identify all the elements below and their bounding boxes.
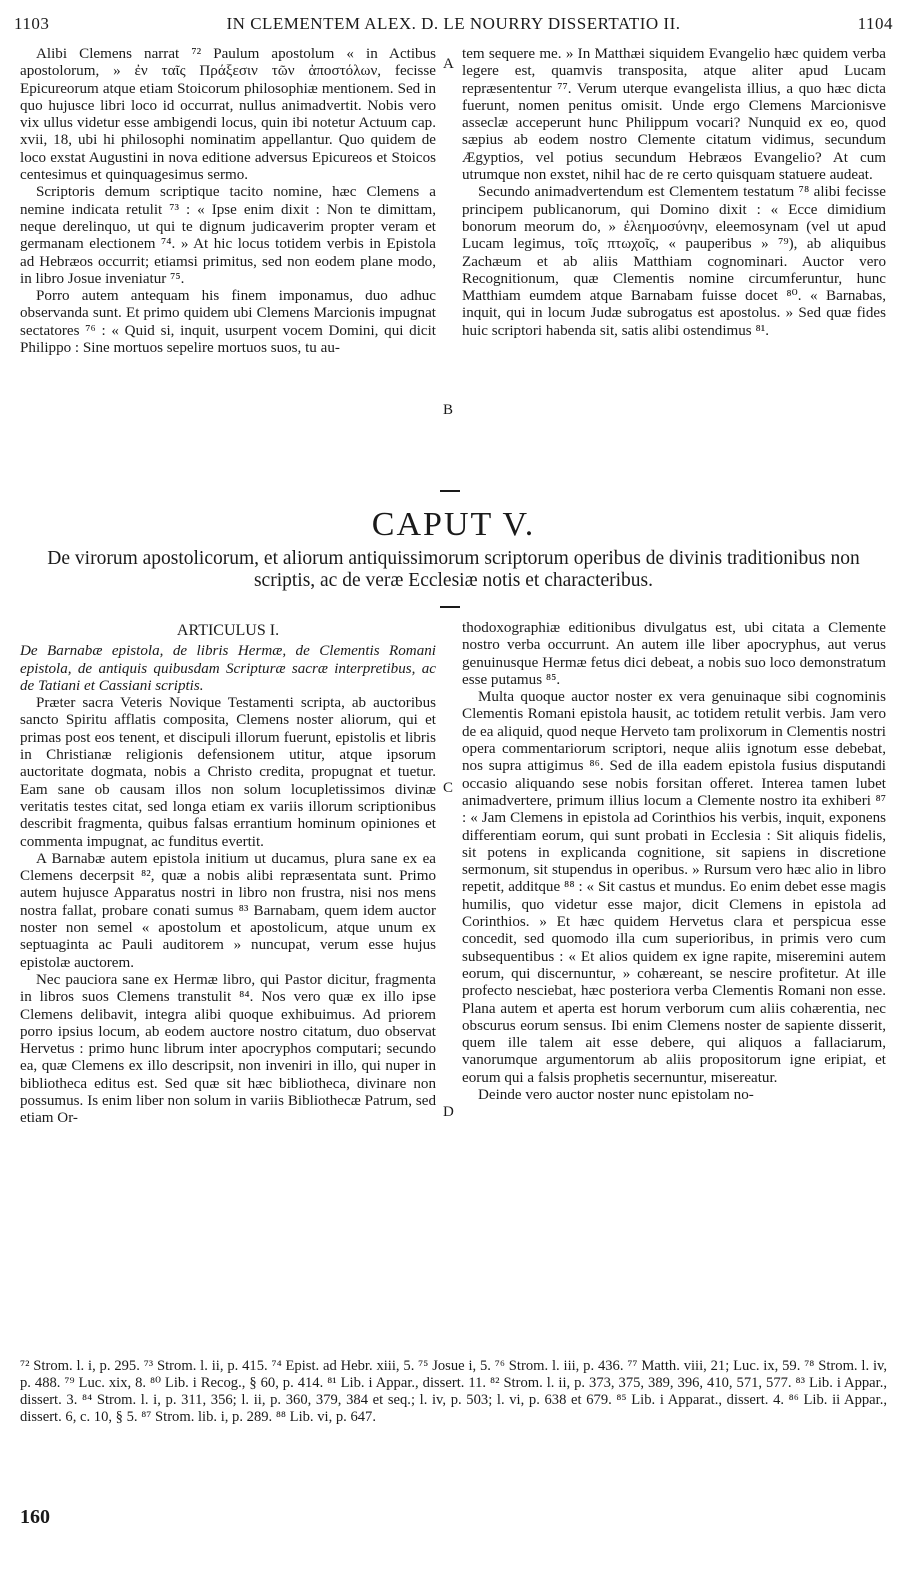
- paragraph: Præter sacra Veteris Novique Testamenti scripta, ab auctoribus sancto Spiritu afflatis composita, Clemens noster aliorum, qui et primas post eos tenent, et discipuli illorum fuerunt, epistolis et libris in Christianæ religionis defensionem utitur, atque ipsorum auctoritate dogmata, nobis a Christo credita, propugnat et tuetur. Eam sane ob causam illos non solum locupletissimos divinæ veritatis testes citat, sed longa etiam ex variis illorum scriptionibus describit fragmenta, quibus falsas errantium hominum opiniones et commenta impugnat, ac funditus evertit.: [20, 695, 436, 850]
- chapter-subtitle: De virorum apostolicorum, et aliorum antiquissimorum scriptorum operibus de divinis traditionibus non scriptis, ac de veræ Ecclesiæ notis et characteribus.: [47, 548, 860, 591]
- running-title: IN CLEMENTEM ALEX. D. LE NOURRY DISSERTATIO II.: [226, 14, 681, 33]
- paragraph: Porro autem antequam his finem imponamus, duo adhuc observanda sunt. Et primo quidem ubi Clemens Marcionis impugnat sectatores ⁷⁶ : « Quid si, inquit, usurpent vocem Domini, qui dicit Philippo : Sine mortuos sepelire mortuos suos, tu au-: [20, 288, 436, 357]
- margin-letter-c: C: [443, 780, 454, 796]
- top-right-column: [462, 46, 886, 340]
- paragraph: Deinde vero auctor noster nunc epistolam no-: [478, 1087, 754, 1104]
- page-number-left: 1103: [14, 14, 50, 33]
- footnotes: ⁷² Strom. l. i, p. 295. ⁷³ Strom. l. ii, p. 415. ⁷⁴ Epist. ad Hebr. xiii, 5. ⁷⁵ Josue i, 5. ⁷⁶ Strom. l. iii, p. 436. ⁷⁷ Matth. viii, 21; Luc. ix, 59. ⁷⁸ Strom. l. iv, p. 488. ⁷⁹ Luc. xix, 8. ⁸⁰ Lib. i Recog., § 60, p. 414. ⁸¹ Lib. i Appar., dissert. 11. ⁸² Strom. l. ii, p. 373, 375, 389, 396, 410, 571, 577. ⁸³ Lib. i Appar., dissert. 3. ⁸⁴ Strom. l. i, p. 311, 356; l. ii, p. 360, 379, 384 et seq.; l. iv, p. 503; l. vi, p. 638 et 679. ⁸⁵ Lib. i Apparat., dissert. 4. ⁸⁶ Lib. ii Appar., dissert. 6, c. 10, § 5. ⁸⁷ Strom. lib. i, p. 289. ⁸⁸ Lib. vi, p. 647.: [20, 1358, 887, 1425]
- paragraph: thodoxographiæ editionibus divulgatus est, ubi citata a Clemente nostro verba occurrunt. An autem ille liber apocryphus, aut verus genuinusque Hermæ fetus dici debeat, a nobis suo loco demonstratum esse putamus ⁸⁵.: [462, 620, 886, 688]
- article-description: De Barnabæ epistola, de libris Hermæ, de Clementis Romani epistola, de antiquis quibusdam Scripturæ sacræ interpretibus, ac de Tatiani et Cassiani scriptis.: [20, 643, 436, 694]
- top-left-column: [20, 46, 436, 357]
- margin-letter-b: B: [443, 402, 454, 418]
- section-divider: [440, 606, 460, 608]
- margin-letter-d: D: [443, 1104, 454, 1120]
- section-divider: [440, 490, 460, 492]
- paragraph: Alibi Clemens narrat ⁷² Paulum apostolum « in Actibus apostolorum, » ἐν ταῖς Πράξεσιν τῶν ἀποστόλων, fecisse Epicureorum atque etiam Stoicorum philosophiæ mentionem. Sed in quo hujusce libri loco id occurrat, nullus animadvertit. Nobis vero vix ullus videtur esse ambigendi locus, quin ibi notetur Actuum cap. xvii, 18, ubi hi philosophi nominatim appellantur. Quo quidem de loco exstat Augustini in nova editione adversus Epicureos et Stoicos centesimus et quinquagesimus sermo.: [20, 46, 436, 184]
- paragraph: Scriptoris demum scriptique tacito nomine, hæc Clemens a nemine indicata retulit ⁷³ : « Ipse enim dixit : Non te dimittam, neque derelinquo, ut qui te dignum judicaverim propter veram et germanam electionem ⁷⁴. » At hic locus totidem verbis in Epistola ad Hebræos occurrit; etiamsi primitus, sed non eodem plane modo, in libro Josue inveniatur ⁷⁵.: [20, 184, 436, 287]
- bottom-left-column: [20, 620, 436, 1128]
- paragraph: Secundo animadvertendum est Clementem testatum ⁷⁸ alibi fecisse principem publicanorum, qui Domino dixit : « Ecce dimidium bonorum meorum do, » ἐλεημοσύνην, eleemosynam (vel ut apud Lucam legimus, τοῖς πτωχοῖς, « pauperibus » ⁷⁹), ab aliquibus Zachæum et ab aliis Matthiam cognominari. Auctor vero Recognitionum, quæ Clementis nomine circumferuntur, hunc Matthiam eumdem atque Barnabam fuisse docet ⁸⁰. « Barnabas, inquit, qui in locum Judæ subrogatus est apostolus. » Sed quæ fides huic scriptori habenda sit, satis alibi ostendimus ⁸¹.: [462, 184, 886, 339]
- paragraph: Nec pauciora sane ex Hermæ libro, qui Pastor dicitur, fragmenta in libros suos Clemens transtulit ⁸⁴. Nos vero quæ ex illo ipse Clemens delibavit, integra alibi quoque exhibuimus. Ad priorem porro ipsius locum, ab eodem auctore nostro citatum, duo observat Hervetus : primo hunc librum inter apocryphos computari; secundo ea, quæ Clemens ex illo descripsit, non inveniri in illo, qui nuper in bibliotheca editus est. Sed quæ sit hæc bibliotheca, divinare non possumus. Is enim liber non solum in variis Bibliothecæ Patrum, sed etiam Or-: [20, 971, 436, 1127]
- bottom-right-column: [462, 620, 886, 1104]
- paragraph: A Barnabæ autem epistola initium ut ducamus, plura sane ex ea Clemens decerpsit ⁸², quæ a nobis alibi repræsentata sunt. Primo autem hujusce Apparatus nostri in libro non frustra, nisi nos mens nostra fallat, probare conati sumus ⁸³ Barnabam, quem idem auctor noster non semel « apostolum et apostolicum, atque unum ex septuaginta ac Pauli auditorem » nuncupat, verum esse hujus epistolæ auctorem.: [20, 850, 436, 971]
- page-number-right: 1104: [857, 14, 893, 33]
- chapter-title: CAPUT V.: [371, 506, 536, 543]
- margin-letter-a: A: [443, 56, 454, 72]
- sheet-number: 160: [20, 1506, 50, 1528]
- paragraph: Multa quoque auctor noster ex vera genuinaque sibi cognominis Clementis Romani epistola hausit, ac totidem retulit verbis. Jam vero de ea aliquid, quod neque Herveto tam prolixorum in Clementis nostri opera commentariorum scriptori, neque aliis ignotum esse debebat, nos supra attigimus ⁸⁶. Sed de illa eadem epistola fusius disputandi occasio aliquando sese nobis forsitan offeret. Interea tamen lubet animadvertere, primum illius locum a Clemente nostro ita exhiberi ⁸⁷ : « Jam Clemens in epistola ad Corinthios his verbis, inquit, exponens differentiam eorum, qui sunt probati in Ecclesia : Sit aliquis fidelis, sit potens in explicanda cognitione, sit sapiens in discretione sermonum, sit stupendus in operibus. » Rursum vero hæc alio in libro repetit, additque ⁸⁸ : « Sit castus et mundus. Eo enim debet esse magis humilis, quo videtur esse major, dicit Clemens in epistola ad Corinthios. » Et hæc quidem Hervetus clara et perspicua esse concedit, sed quomodo illa cum superioribus, in primis vero cum subsequentibus : « Et alios quidem ex igne rapite, miseremini autem eorum, qui discernuntur, » cohæreant, se nescire profitetur. At ille profecto nesciebat, hæc posteriora verba Clementis Romani non esse. Plana autem et aperta est horum verborum cum aliis cohærentia, nec obscurus eorum sensus. Ibi enim Clemens noster de sapiente disserit, quem ille talem ait esse debere, qui aliquos a fallaciarum, vanorumque argumentorum ab aliis propositorum igne eripiat, et eorum qui a falsis prophetis secernuntur, misereatur.: [462, 689, 886, 1086]
- article-heading: ARTICULUS I.: [176, 622, 280, 639]
- paragraph: tem sequere me. » In Matthæi siquidem Evangelio hæc quidem verba legere est, quamvis transposita, atque aliter apud Lucam repræsententur ⁷⁷. Verum uterque evangelista illius, a quo hæc dicta fuerunt, nomen penitus omisit. Unde ergo Clemens Marcionisve asseclæ acceperunt hunc Philippum vocari? Nunquid ex eo, quod sæpius ab eodem nostro Clemente citatum vidimus, secundum Ægyptios, vel potius secundum Hebræos Evangelio? At cum utrumque non exstet, nihil hac de re certo quisquam statuere audeat.: [462, 46, 886, 184]
- running-header: [14, 14, 893, 40]
